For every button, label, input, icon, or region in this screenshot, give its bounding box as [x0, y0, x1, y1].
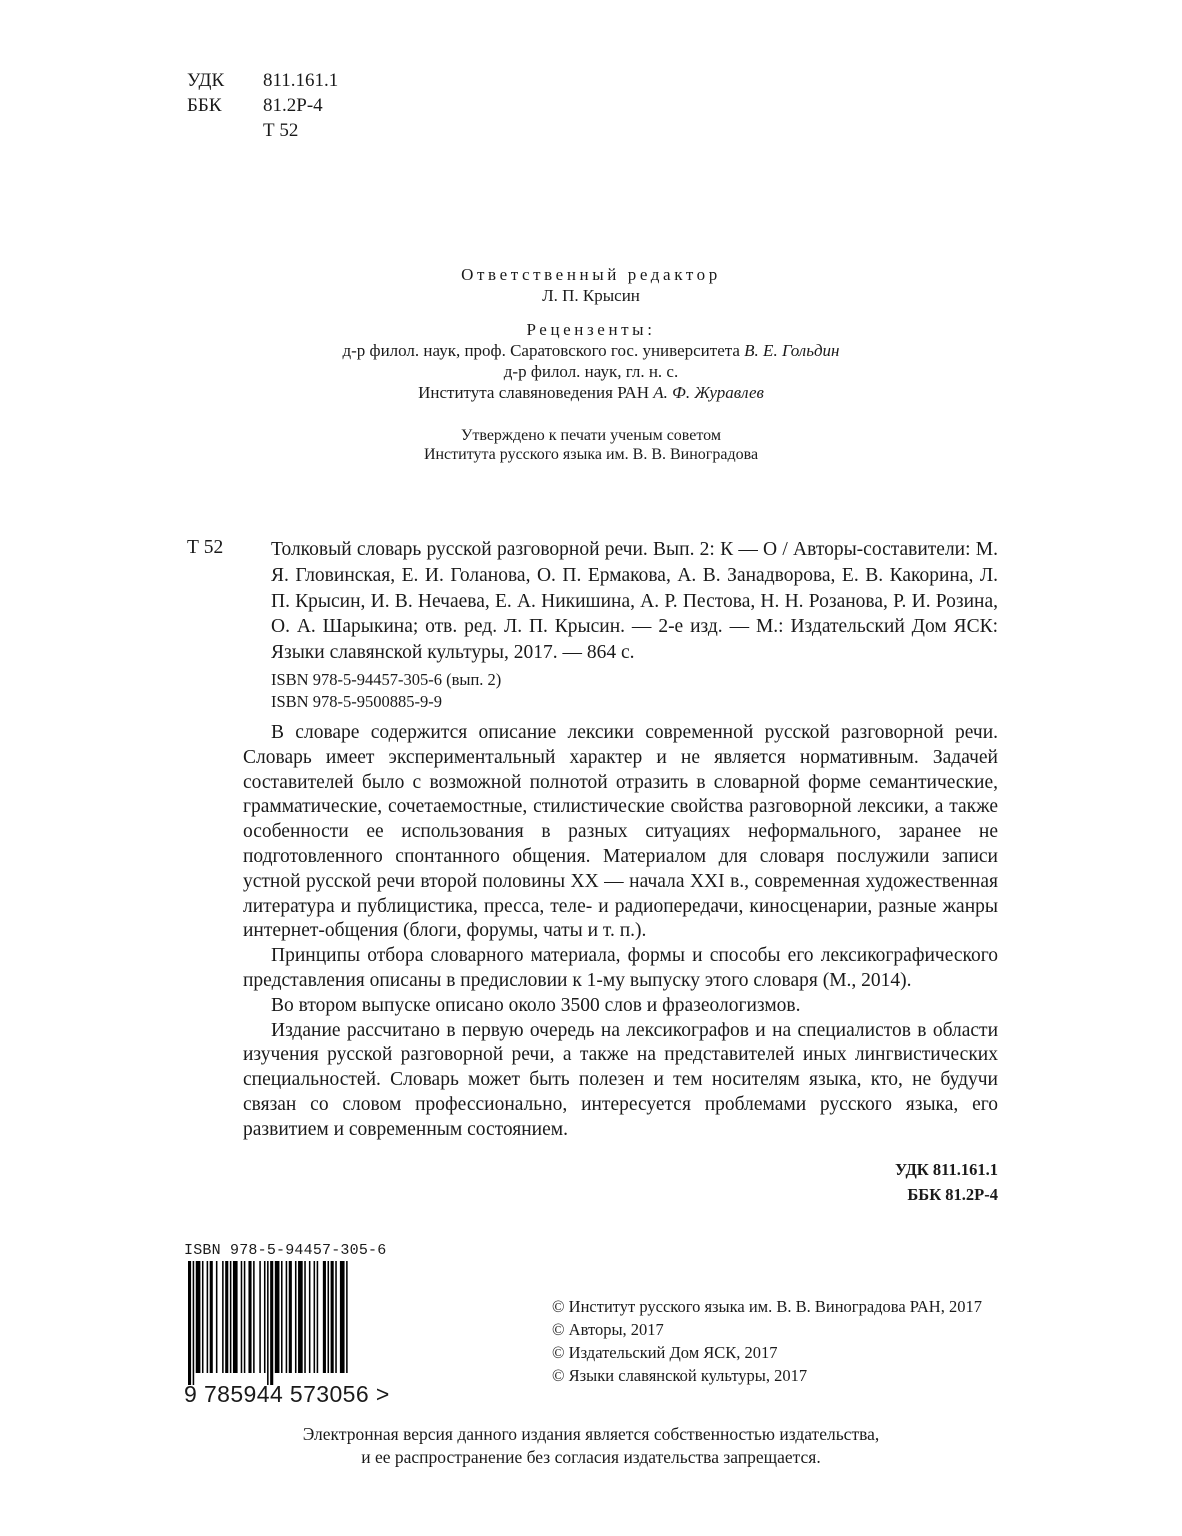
abstract-paragraph-3: Во втором выпуске описано около 3500 слов и фразеологизмов. — [271, 994, 801, 1016]
abstract-paragraph-1: В словаре содержится описание лексики современной русской разговорной речи. Словарь имеет экспериментальный характер и не является нормативным. Задачей составителей было с возможной полнотой отразить в словарной форме семантические, грамматические, сочетаемостные, стилистические свойства разговорной лексики, а также особенности ее использования в разных ситуациях неформального, заранее не подготовленного спонтанного общения. Материалом для словаря послужили записи устной русской речи второй половины XX — начала XXI в., современная художественная литература и публицистика, пресса, теле- и радиопередачи, киносценарии, разные жанры интернет-общения (блоги, форумы, чаты и т. п.). — [243, 722, 998, 942]
copyright-list — [552, 1295, 982, 1387]
reviewers-heading: Рецензенты: — [526, 320, 656, 339]
reviewer-2 — [0, 382, 1182, 403]
approved-block — [0, 426, 1182, 464]
udk-value: 811.161.1 — [263, 70, 339, 91]
barcode-bar — [317, 1261, 319, 1373]
barcode-bar — [289, 1261, 292, 1373]
barcode-bar — [196, 1261, 201, 1373]
barcode-bar — [216, 1261, 218, 1373]
barcode — [184, 1242, 409, 1408]
bib-author-mark: Т 52 — [187, 537, 224, 558]
barcode-bar — [335, 1261, 337, 1373]
editor-heading: Ответственный редактор — [461, 265, 721, 284]
barcode-bar — [188, 1261, 191, 1385]
author-mark-label — [187, 118, 263, 143]
abstract — [243, 721, 998, 1143]
barcode-bars — [184, 1261, 384, 1385]
barcode-bar — [244, 1261, 246, 1373]
barcode-bar — [225, 1261, 228, 1373]
footer-line-2: и ее распространение без согласия издательства запрещается. — [361, 1447, 821, 1467]
udk-row — [187, 68, 338, 93]
reviewer-1-name: В. Е. Гольдин — [744, 341, 840, 360]
barcode-bar — [304, 1261, 306, 1373]
reviewer-1-title: д-р филол. наук, проф. Саратовского гос. университета — [342, 341, 740, 360]
barcode-bar — [331, 1261, 334, 1373]
barcode-bar — [233, 1261, 238, 1373]
isbn-set: ISBN 978-5-9500885-9-9 — [271, 692, 442, 711]
barcode-bar — [230, 1261, 232, 1373]
bbk-value: 81.2Р-4 — [263, 95, 323, 116]
abstract-paragraph-4: Издание рассчитано в первую очередь на лексикографов и на специалистов в области изучения русской разговорной речи, а также на представителей иных лингвистических специальностей. Словарь может быть полезен и тем носителям языка, кто, не будучи связан со словом профессионально, интересуется проблемами русского языка, его развитием и современным состоянием. — [243, 1019, 998, 1140]
reviewers-block — [0, 319, 1182, 403]
barcode-bar — [298, 1261, 303, 1373]
reviewer-1 — [0, 340, 1182, 361]
barcode-bar — [264, 1261, 266, 1373]
author-mark-row — [187, 118, 338, 143]
barcode-bar — [202, 1261, 204, 1373]
classification-bottom — [895, 1157, 998, 1207]
udk-bottom: УДК 811.161.1 — [895, 1160, 998, 1179]
barcode-bar — [281, 1261, 283, 1373]
barcode-bar — [253, 1261, 255, 1373]
editor-name: Л. П. Крысин — [542, 286, 640, 305]
copyright-authors: © Авторы, 2017 — [552, 1320, 664, 1339]
barcode-bar — [286, 1261, 288, 1373]
barcode-bar — [207, 1261, 209, 1373]
barcode-bar — [340, 1261, 345, 1373]
barcode-bar — [314, 1261, 316, 1373]
copyright-publisher: © Издательский Дом ЯСК, 2017 — [552, 1343, 778, 1362]
reviewer-2-affiliation: Института славяноведения РАН — [418, 383, 650, 402]
editor-block — [0, 264, 1182, 306]
udk-label: УДК — [187, 70, 225, 91]
footer-line-1: Электронная версия данного издания является собственностью издательства, — [302, 1424, 880, 1444]
bib-entry: Толковый словарь русской разговорной речи. Вып. 2: К — О / Авторы-составители: М. Я. Гловинская, Е. И. Голанова, О. П. Ермакова, А. В. Занадворова, Е. В. Какорина, Л. П. Крысин, И. В. Нечаева, Е. А. Никишина, А. Р. Пестова, Н. Н. Розанова, Р. И. Розина, О. А. Шарыкина; отв. ред. Л. П. Крысин. — 2-е изд. — М.: Издательский Дом ЯСК: Языки славянской культуры, 2017. — 864 с. — [271, 539, 998, 664]
reviewer-2-name: А. Ф. Журавлев — [653, 383, 764, 402]
barcode-bar — [309, 1261, 311, 1373]
barcode-bar — [210, 1261, 213, 1373]
barcode-bar — [275, 1261, 280, 1373]
barcode-bar — [222, 1261, 224, 1373]
barcode-number: 9 785944 573056 > — [184, 1381, 390, 1407]
author-mark-value: Т 52 — [263, 120, 299, 141]
isbn-volume: ISBN 978-5-94457-305-6 (вып. 2) — [271, 670, 502, 689]
approved-line-1: Утверждено к печати ученым советом — [461, 427, 721, 444]
barcode-bar — [346, 1261, 348, 1373]
barcode-bar — [270, 1261, 273, 1385]
barcode-bar — [295, 1261, 297, 1373]
barcode-bar — [323, 1261, 326, 1373]
footer-notice — [0, 1423, 1182, 1469]
abstract-paragraph-2: Принципы отбора словарного материала, формы и способы его лексикографического представления описаны в предисловии к 1-му выпуску этого словаря (М., 2014). — [243, 945, 998, 991]
barcode-bar — [259, 1261, 261, 1373]
isbn-list — [271, 669, 501, 713]
library-codes — [187, 68, 338, 143]
barcode-bar — [241, 1261, 243, 1373]
bbk-label: ББК — [187, 95, 222, 116]
bbk-row — [187, 93, 338, 118]
barcode-bar — [328, 1261, 330, 1373]
barcode-bar — [193, 1261, 195, 1385]
reviewer-2-title: д-р филол. наук, гл. н. с. — [503, 362, 679, 381]
barcode-isbn: ISBN 978-5-94457-305-6 — [184, 1242, 387, 1259]
barcode-bar — [267, 1261, 269, 1385]
approved-line-2: Института русского языка им. В. В. Виноградова — [423, 446, 759, 463]
copyright-institute: © Институт русского языка им. В. В. Виноградова РАН, 2017 — [552, 1297, 982, 1316]
barcode-bar — [248, 1261, 251, 1373]
bbk-bottom: ББК 81.2Р-4 — [907, 1185, 998, 1204]
copyright-languages: © Языки славянской культуры, 2017 — [552, 1366, 808, 1385]
